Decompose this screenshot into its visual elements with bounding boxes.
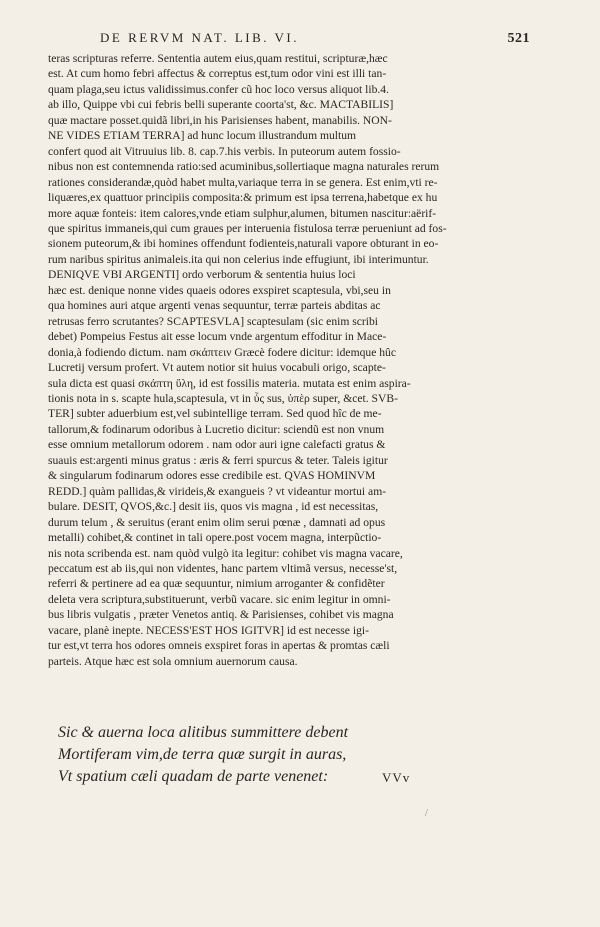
commentary-line: debet) Pompeius Festus ait esse locum vnde argentum effoditur in Mace- <box>48 330 387 344</box>
commentary-line: vacare, planè inepte. NECESS'EST HOS IGITVR] id est necesse igi- <box>48 623 369 637</box>
commentary-line: bus libris vulgatis , præter Venetos antiq. & Parisienses, cohibet vis magna <box>48 608 394 622</box>
commentary-line: more aquæ fonteis: item calores,vnde etiam sulphur,alumen, bitumen nascitur:aërif- <box>48 206 437 220</box>
commentary-line: nis nota scribenda est. nam quòd vulgò ita legitur: cohibet vis magna vacare, <box>48 546 403 560</box>
commentary-line: DENIQVE VBI ARGENTI] ordo verborum & sententia huius loci <box>48 268 356 282</box>
commentary-line: deleta vera scriptura,substituerunt, verbũ vacare. sic enim legitur in omni- <box>48 592 391 606</box>
commentary-line: sionem puteorum,& ibi homines offendunt fodienteis,naturali vapore obturant in eo- <box>48 237 439 251</box>
commentary-line: tur est,vt terra hos odores omneis exspiret foras in apertas & promtas cæli <box>48 639 390 653</box>
commentary-line: que spiritus immaneis,qui cum graues per interuenia fistulosa terræ perueniunt ad fos- <box>48 221 447 235</box>
commentary-line: qua homines auri atque argenti venas sequuntur, terræ parteis abditas ac <box>48 299 381 313</box>
commentary-text <box>48 51 523 669</box>
commentary-line: teras scripturas referre. Sententia autem eius,quam restitui, scripturæ,hæc <box>48 52 388 65</box>
commentary-line: quam plaga,seu ictus validissimus.confer cũ hoc loco versus aliquot lib.4. <box>48 82 389 96</box>
commentary-line: bulare. DESIT, QVOS,&c.] desit iis, quos vis magna , id est necessitas, <box>48 500 379 514</box>
verse-line: Vt spatium cæli quadam de parte venenet: <box>58 768 329 785</box>
verse-line: Sic & auerna loca alitibus summittere debent <box>58 724 349 741</box>
commentary-line: rum naribus spiritus animaleis.ita qui non celerius inde effugiunt, ibi interimuntur. <box>48 252 429 266</box>
commentary-line: parteis. Atque hæc est sola omnium auernorum causa. <box>48 654 298 668</box>
commentary-line: tionis nota in s. scapte hula,scaptesula, vt in ὗς sus, ὑπὲρ super, &cet. SVB- <box>48 391 398 405</box>
commentary-line: TER] subter aduerbium est,vel subintellige terram. Sed quod hîc de me- <box>48 407 382 421</box>
commentary-line: Lucretij versum profert. Vt autem notior sit huius vocabuli origo, scapte- <box>48 361 386 375</box>
commentary-line: hæc est. denique nonne vides quaeis odores exspiret scaptesula, vbi,seu in <box>48 283 391 297</box>
commentary-line: referri & pertinere ad ea quæ sequuntur, nimium arroganter & confidẽter <box>48 577 385 591</box>
commentary-line: confert quod ait Vitruuius lib. 8. cap.7.his verbis. In puteorum autem fossio- <box>48 144 401 158</box>
commentary-line: esse omnium metallorum odorem . nam odor auri igne calefacti gratus & <box>48 438 386 452</box>
commentary-line: retrusas ferro scrutantes? SCAPTESVLA] scaptesulam (sic enim scribi <box>48 314 379 328</box>
commentary-line: quæ mactare posset.quidã libri,in his Parisienses habent, manabilis. NON- <box>48 113 392 127</box>
commentary-line: rationes considerandæ,quòd habet multa,variaque terra in se genera. Est enim,vti re- <box>48 175 438 189</box>
folio-number: 521 <box>507 31 530 46</box>
commentary-line: tallorum,& fodinarum odoribus à Lucretio dicitur: sciendũ est non vnum <box>48 422 385 436</box>
commentary-line: durum telum , & seruitus (erant enim olim serui pœnæ , damnati ad opus <box>48 515 386 529</box>
commentary-line: donia,à fodiendo dictum. nam σκάπτειν Græcè fodere dicitur: idemque hûc <box>48 345 396 359</box>
page-mark: / <box>425 808 428 819</box>
running-head <box>100 30 530 47</box>
running-title: DE RERVM NAT. LIB. VI. <box>100 30 300 45</box>
commentary-line: nibus non est contemnenda ratio:sed acuminibus,sollertiaque magna naturales rerum <box>48 160 440 174</box>
commentary-line: REDD.] quàm pallidas,& virideis,& exangueis ? vt videantur mortui am- <box>48 484 387 498</box>
commentary-line: est. At cum homo febri affectus & correptus est,tum odor vini est illi tan- <box>48 67 387 81</box>
commentary-line: metalli) cohibet,& continet in tali opere.post vocem magna, interpũctio- <box>48 531 382 545</box>
commentary-line: & singularum fodinarum odores esse credibile est. QVAS HOMINVM <box>48 469 376 483</box>
verse-block <box>58 722 498 788</box>
commentary-line: liquæres,ex quattuor principiis composita:& primum est ipsa terrena,habetque ex hu <box>48 191 438 205</box>
catchword: VVv <box>382 770 411 785</box>
commentary-line: NE VIDES ETIAM TERRA] ad hunc locum illustrandum multum <box>48 129 357 143</box>
verse-line: Mortiferam vim,de terra quæ surgit in auras, <box>58 746 347 763</box>
commentary-line: sula dicta est quasi σκάπτη ὕλη, id est fossilis materia. mutata est enim aspira- <box>48 376 411 390</box>
commentary-line: suauis est:argenti minus gratus : æris & ferri spurcus & teter. Taleis igitur <box>48 453 388 467</box>
commentary-line: ab illo, Quippe vbi cui febris belli superante coorta'st, &c. MACTABILIS] <box>48 98 394 112</box>
commentary-line: peccatum est ab iis,qui non videntes, hanc partem vltimã versus, necesse'st, <box>48 561 398 575</box>
